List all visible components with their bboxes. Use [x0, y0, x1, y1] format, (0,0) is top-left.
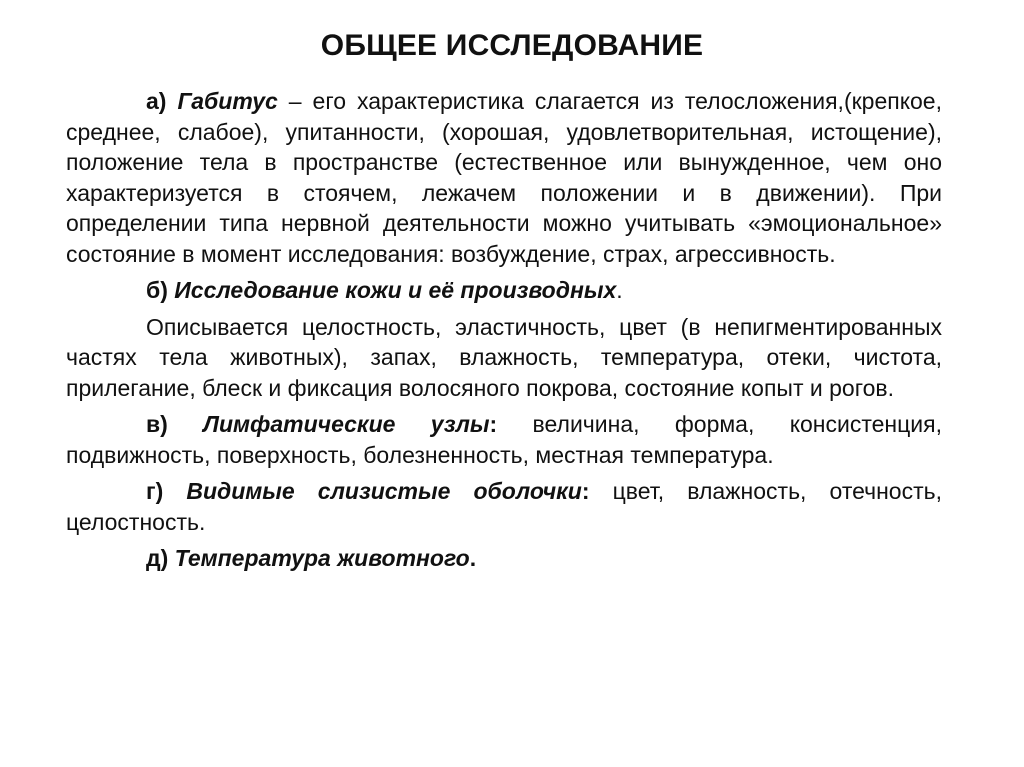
section-c-colon: :: [489, 411, 498, 437]
section-a: [66, 86, 942, 269]
section-c-heading: Лимфатические узлы: [203, 411, 490, 437]
section-b-heading: Исследование кожи и её производных: [174, 277, 617, 303]
section-c-text: величина, форма, консистенция, подвижность, поверхность, болезненность, местная температура.: [66, 411, 942, 468]
section-e: [66, 543, 942, 574]
section-b-tail: .: [616, 277, 623, 303]
section-d-heading: Видимые слизистые оболочки: [186, 478, 582, 504]
section-d-text: цвет, влажность, отечность, целостность.: [66, 478, 943, 535]
section-c-marker: в): [146, 411, 168, 437]
section-a-text: – его характеристика слагается из телосложения,(крепкое, среднее, слабое), упитанности, (хорошая, удовлетворительная, истощение), положение тела в пространстве (естественное или вынужденное, чем оно характеризуется в стоячем, лежачем положении и в движении). При определении типа нервной деятельности можно учитывать «эмоциональное» состояние в момент исследования: возбуждение, страх, агрессивность.: [66, 88, 942, 267]
section-e-tail: .: [469, 545, 477, 571]
section-b-description: [66, 312, 942, 404]
section-b: [66, 275, 942, 306]
section-b-marker: б): [146, 277, 168, 303]
section-d-marker: г): [146, 478, 164, 504]
section-d-colon: :: [581, 478, 590, 504]
section-a-heading: Габитус: [177, 88, 278, 114]
section-a-marker: а): [146, 88, 167, 114]
page-title: ОБЩЕЕ ИССЛЕДОВАНИЕ: [320, 29, 704, 62]
section-d: [66, 476, 942, 537]
section-b-description-text: Описывается целостность, эластичность, цвет (в непигментированных частях тела животных), запах, влажность, температура, отеки, чистота, прилегание, блеск и фиксация волосяного покрова, состояние копыт и рогов.: [66, 313, 942, 401]
content-body: [66, 86, 942, 580]
section-c: [66, 409, 942, 470]
section-e-marker: д): [146, 545, 169, 571]
section-e-heading: Температура животного: [174, 545, 470, 571]
